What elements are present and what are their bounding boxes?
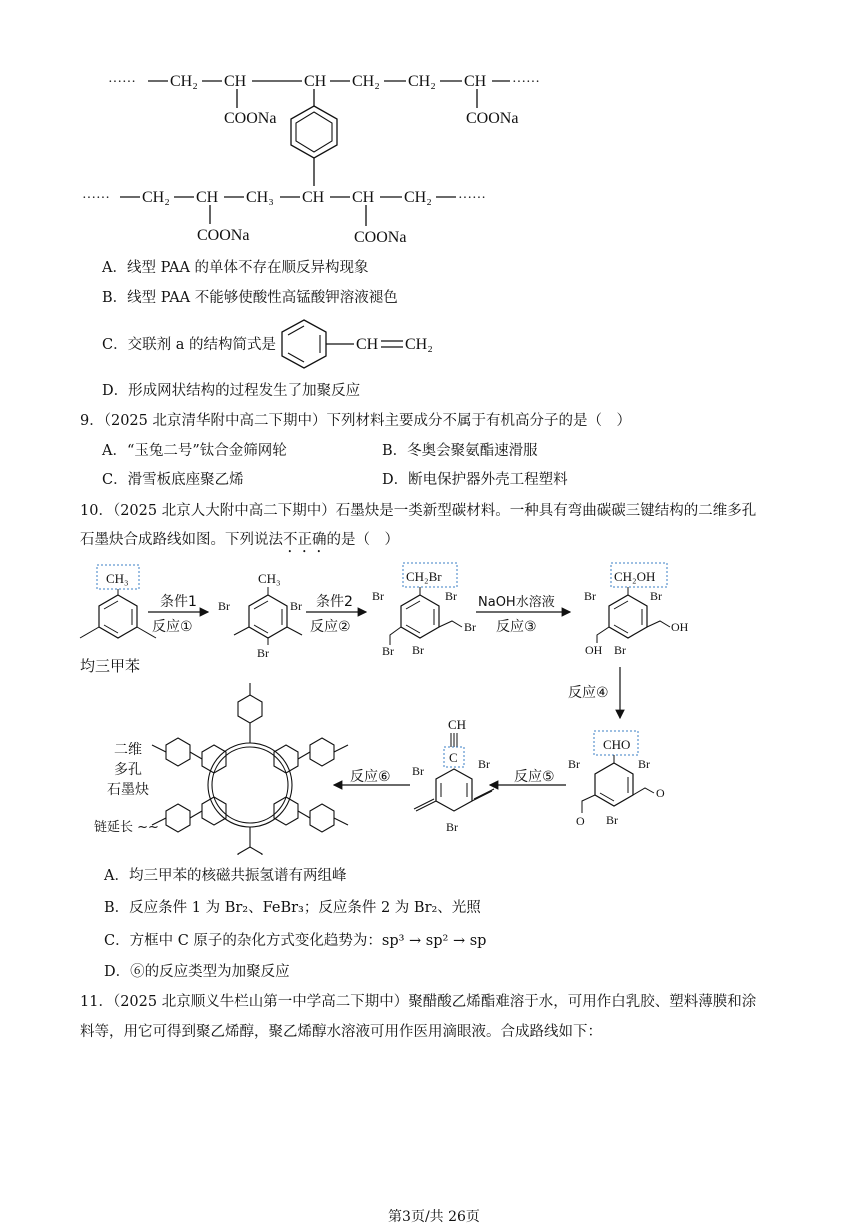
- svg-text:COONa: COONa: [354, 229, 407, 246]
- q10-option-d: D．⑥的反应类型为加聚反应: [104, 964, 290, 980]
- svg-text:反应②: 反应②: [310, 619, 351, 635]
- svg-text:Br: Br: [290, 599, 302, 613]
- svg-text:C: C: [449, 750, 458, 765]
- svg-text:COONa: COONa: [224, 110, 277, 127]
- svg-text:CH₃: CH₃: [106, 571, 129, 586]
- svg-text:CH: CH: [356, 336, 379, 353]
- svg-text:COONa: COONa: [197, 227, 250, 244]
- svg-text:CH₂: CH₂: [405, 336, 433, 353]
- mesitylene-molecule: [80, 565, 156, 638]
- emphasis-not-correct: 不正确: [283, 532, 327, 548]
- svg-text:Br: Br: [412, 643, 424, 657]
- svg-text:······: ······: [82, 191, 110, 206]
- svg-text:O: O: [656, 786, 665, 800]
- svg-text:反应③: 反应③: [496, 619, 537, 635]
- svg-text:反应⑤: 反应⑤: [514, 769, 555, 785]
- svg-text:反应①: 反应①: [152, 619, 193, 635]
- q9-option-b: B．冬奥会聚氨酯速滑服: [382, 443, 538, 459]
- svg-text:Br: Br: [638, 757, 650, 771]
- svg-text:Br: Br: [650, 589, 662, 603]
- svg-text:CH: CH: [304, 73, 327, 90]
- svg-text:Br: Br: [445, 589, 457, 603]
- svg-text:OH: OH: [671, 620, 689, 634]
- svg-text:······: ······: [512, 75, 540, 90]
- svg-text:Br: Br: [218, 599, 230, 613]
- svg-text:CH₂Br: CH₂Br: [406, 569, 442, 584]
- svg-text:条件1: 条件1: [160, 594, 197, 610]
- q11-line2: 料等，用它可得到聚乙烯醇，聚乙烯醇水溶液可用作医用滴眼液。合成路线如下：: [80, 1024, 602, 1040]
- svg-text:条件2: 条件2: [316, 594, 353, 610]
- svg-text:CH₂: CH₂: [352, 73, 380, 90]
- svg-text:CH: CH: [302, 189, 325, 206]
- q10-stem-line2: 石墨炔合成路线如图。下列说法不正确的是（ ）: [80, 532, 399, 548]
- tribromo-mesitylene-molecule: [218, 571, 302, 660]
- svg-text:CH₂: CH₂: [404, 189, 432, 206]
- svg-text:CH: CH: [464, 73, 487, 90]
- q10-stem-line1: 10．（2025 北京人大附中高二下期中）石墨炔是一类新型碳材料。一种具有弯曲碳碳三键结构的二维多孔: [80, 503, 757, 519]
- svg-text:CH₂: CH₂: [408, 73, 436, 90]
- svg-text:CH₂OH: CH₂OH: [614, 569, 656, 584]
- alkyne-molecule: [412, 717, 494, 834]
- svg-text:链延长 ~~: 链延长 ~~: [94, 820, 159, 835]
- svg-text:CH: CH: [448, 717, 467, 732]
- svg-text:Br: Br: [478, 757, 490, 771]
- svg-text:OH: OH: [585, 643, 603, 657]
- svg-text:O: O: [576, 814, 585, 828]
- svg-text:NaOH水溶液: NaOH水溶液: [478, 595, 555, 610]
- svg-text:Br: Br: [606, 813, 618, 827]
- svg-text:CH₂: CH₂: [170, 73, 198, 90]
- svg-text:CH: CH: [352, 189, 375, 206]
- q9-option-a: A．“玉兔二号”钛合金筛网轮: [102, 443, 287, 459]
- svg-text:CH: CH: [224, 73, 247, 90]
- q9-option-d: D．断电保护器外壳工程塑料: [382, 472, 568, 488]
- q11-line1: 11．（2025 北京顺义牛栏山第一中学高二下期中）聚醋酸乙烯酯难溶于水，可用作白乳胶、塑料薄膜和涂: [80, 994, 757, 1010]
- svg-text:均三甲苯: 均三甲苯: [80, 657, 141, 675]
- svg-text:COONa: COONa: [466, 110, 519, 127]
- q8-option-b: B．线型 PAA 不能够使酸性高锰酸钾溶液褪色: [102, 290, 398, 306]
- svg-text:Br: Br: [412, 764, 424, 778]
- svg-text:CHO: CHO: [603, 737, 631, 752]
- graphdiyne-network: [152, 683, 348, 855]
- q10-option-a: A．均三甲苯的核磁共振氢谱有两组峰: [104, 868, 347, 884]
- page-number: 第3页/共 26页: [388, 1209, 480, 1225]
- q10-option-b: B．反应条件 1 为 Br₂、FeBr₃；反应条件 2 为 Br₂、光照: [104, 900, 481, 916]
- svg-text:Br: Br: [446, 820, 458, 834]
- q8-option-d: D．形成网状结构的过程发生了加聚反应: [102, 383, 361, 399]
- q9-stem: 9．（2025 北京清华附中高二下期中）下列材料主要成分不属于有机高分子的是（ ）: [80, 413, 631, 429]
- svg-text:······: ······: [458, 191, 486, 206]
- svg-text:Br: Br: [257, 646, 269, 660]
- svg-text:CH: CH: [196, 189, 219, 206]
- q8-option-a: A．线型 PAA 的单体不存在顺反异构现象: [102, 260, 369, 276]
- q8-option-c: C．交联剂 a 的结构简式是: [102, 337, 276, 353]
- polymer-structure: [0, 0, 868, 260]
- svg-text:Br: Br: [464, 620, 476, 634]
- q9-option-c: C．滑雪板底座聚乙烯: [102, 472, 244, 488]
- svg-text:石墨炔: 石墨炔: [107, 782, 149, 798]
- styrene-structure: [280, 316, 480, 376]
- svg-text:Br: Br: [584, 589, 596, 603]
- svg-text:反应④: 反应④: [568, 685, 609, 701]
- svg-text:Br: Br: [568, 757, 580, 771]
- q10-option-c: C．方框中 C 原子的杂化方式变化趋势为：sp³ → sp² → sp: [104, 933, 487, 949]
- svg-text:反应⑥: 反应⑥: [350, 769, 391, 785]
- svg-text:Br: Br: [614, 643, 626, 657]
- svg-text:CH₃: CH₃: [258, 571, 281, 586]
- polymer-top-dots: ······: [108, 75, 136, 90]
- svg-text:二维: 二维: [114, 742, 142, 758]
- svg-text:CH₂: CH₂: [142, 189, 170, 206]
- aldehyde-molecule: [568, 731, 665, 828]
- svg-text:Br: Br: [372, 589, 384, 603]
- svg-text:CH₃: CH₃: [246, 189, 274, 206]
- svg-text:Br: Br: [382, 644, 394, 658]
- svg-text:多孔: 多孔: [114, 762, 142, 778]
- tetrol-molecule: [584, 563, 689, 657]
- synthesis-scheme: [0, 555, 868, 855]
- hexabromo-molecule: [372, 563, 476, 658]
